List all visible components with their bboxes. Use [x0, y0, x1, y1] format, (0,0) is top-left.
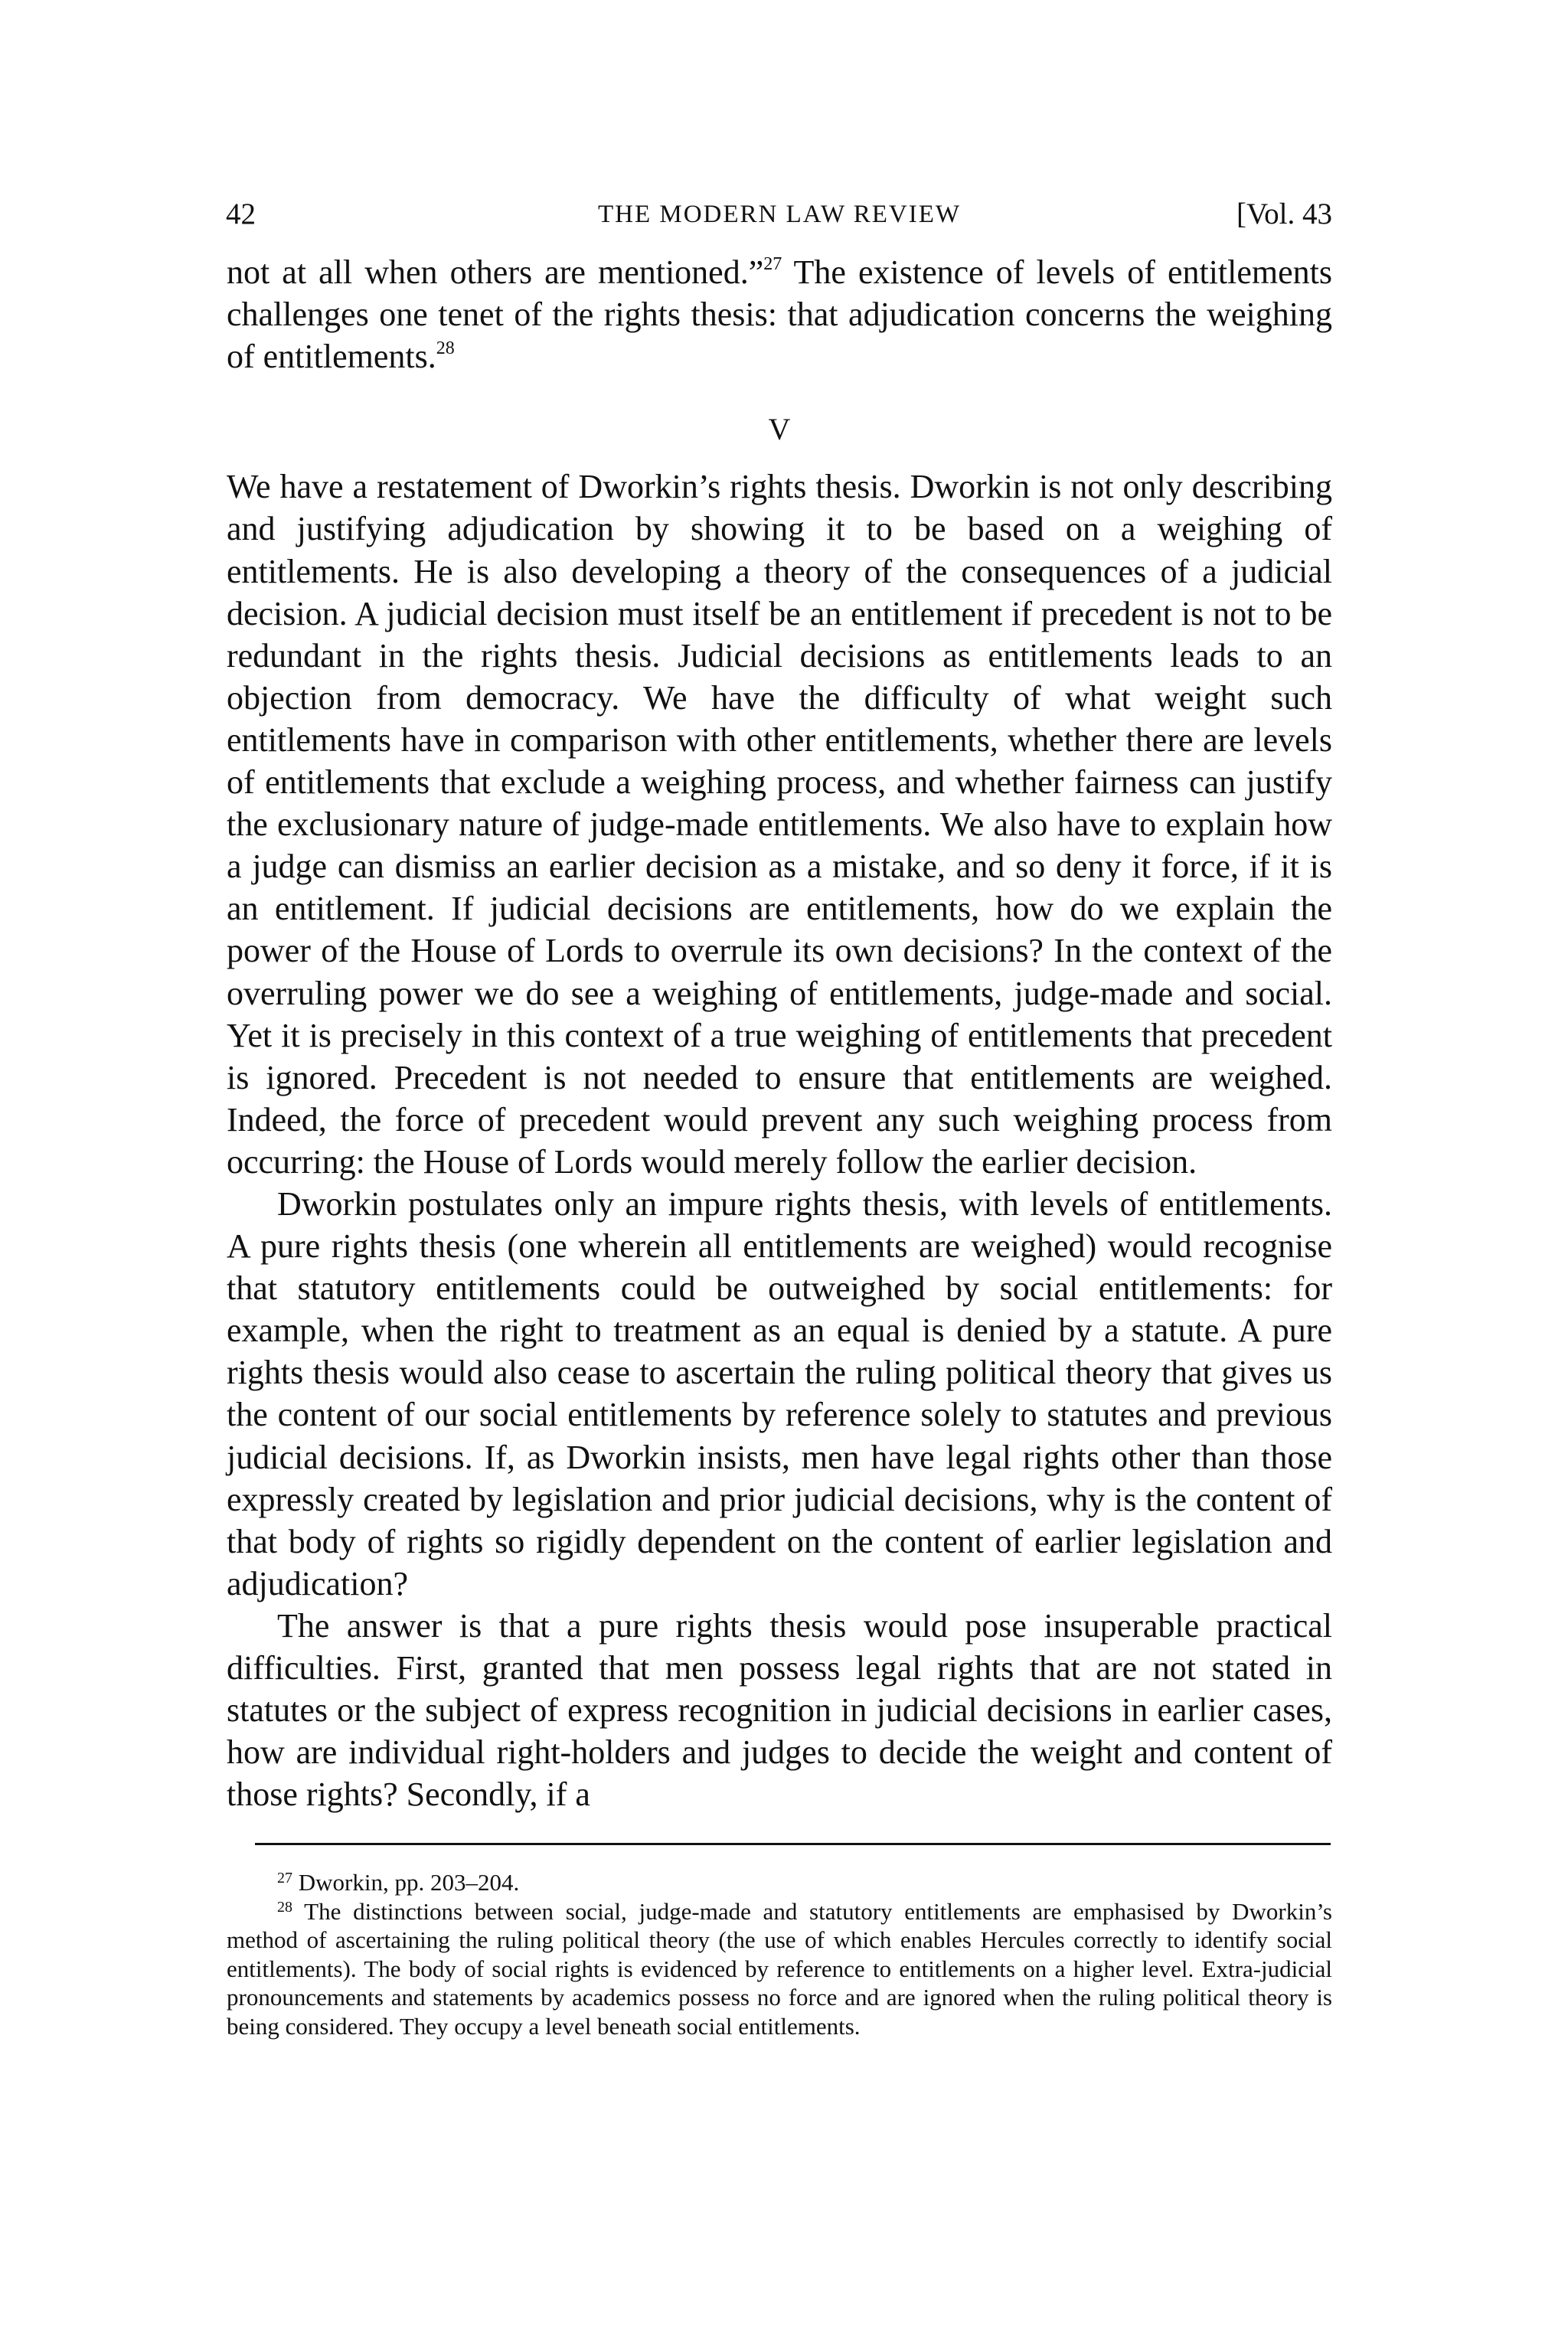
- paragraph: Dworkin postulates only an impure rights thesis, with levels of entitlements. A pure rights thesis (one wherein all entitlements are weighed) would recognise that statutory entitlements could be outweighed by social entitlements: for example, when the right to treatment as an equal is denied by a statute. A pure rights thesis would also cease to ascertain the ruling political theory that gives us the content of our social entitlements by reference solely to statutes and previous judicial decisions. If, as Dworkin insists, men have legal rights other than those expressly created by legislation and prior judicial decisions, why is the content of that body of rights so rigidly dependent on the content of earlier legislation and adjudication?: [227, 1184, 1332, 1602]
- paragraph-text: The existence of levels of entitlements challenges one tenet of the rights thesis: that adjudication concerns the weighing of entitlements.: [227, 253, 1332, 376]
- footnote-ref-28[interactable]: 28: [436, 338, 455, 359]
- footnote-divider: [255, 1843, 1331, 1845]
- paragraph: The answer is that a pure rights thesis would pose insuperable practical difficulties. First, granted that men possess legal rights that are not stated in statutes or the subject of express recognition in judicial decisions in earlier cases, how are individual right-holders and judges to decide the weight and content of those rights? Secondly, if a: [227, 1606, 1332, 1814]
- section-heading: V: [768, 412, 791, 447]
- journal-title: THE MODERN LAW REVIEW: [597, 201, 962, 228]
- volume-label: [Vol. 43: [1236, 198, 1332, 230]
- footnote-ref-27[interactable]: 27: [763, 254, 782, 274]
- footnote-28: [227, 1897, 1332, 2041]
- page: [227, 191, 1332, 2040]
- paragraph-continued: [227, 251, 1332, 377]
- footnote-27: [227, 1868, 1332, 1897]
- body-text: [227, 251, 1332, 1815]
- footnote-mark: 27: [277, 1870, 292, 1887]
- paragraph-text: not at all when others are mentioned.”: [227, 253, 764, 291]
- footnote-mark: 28: [277, 1898, 292, 1916]
- footnote-text: The distinctions between social, judge-made and statutory entitlements are emphasised by Dworkin’s method of ascertaining the ruling political theory (the use of which enables Hercules correctly to identify social entitlements). The body of social rights is evidenced by reference to entitlements on a higher level. Extra-judicial pronouncements and statements by academics possess no force and are ignored when the ruling political theory is being considered. They occupy a level beneath social entitlements.: [227, 1897, 1332, 2040]
- page-number: 42: [226, 198, 256, 230]
- running-head: [227, 191, 1332, 237]
- paragraph: We have a restatement of Dworkin’s rights thesis. Dworkin is not only describing and justifying adjudication by showing it to be based on a weighing of entitlements. He is also developing a theory of the consequences of a judicial decision. A judicial decision must itself be an entitlement if precedent is not to be redundant in the rights thesis. Judicial decisions as entitlements leads to an objection from democracy. We have the difficulty of what weight such entitlements have in comparison with other entitlements, whether there are levels of entitlements that exclude a weighing process, and whether fairness can justify the exclusionary nature of judge-made entitlements. We also have to explain how a judge can dismiss an earlier decision as a mistake, and so deny it force, if it is an entitlement. If judicial decisions are entitlements, how do we explain the power of the House of Lords to overrule its own decisions? In the context of the overruling power we do see a weighing of entitlements, judge-made and social. Yet it is precisely in this context of a true weighing of entitlements that precedent is ignored. Precedent is not needed to ensure that entitlements are weighed. Indeed, the force of precedent would prevent any such weighing process from occurring: the House of Lords would merely follow the earlier decision.: [227, 468, 1332, 1181]
- footnotes: [227, 1868, 1332, 2040]
- footnote-text: Dworkin, pp. 203–204.: [292, 1869, 520, 1896]
